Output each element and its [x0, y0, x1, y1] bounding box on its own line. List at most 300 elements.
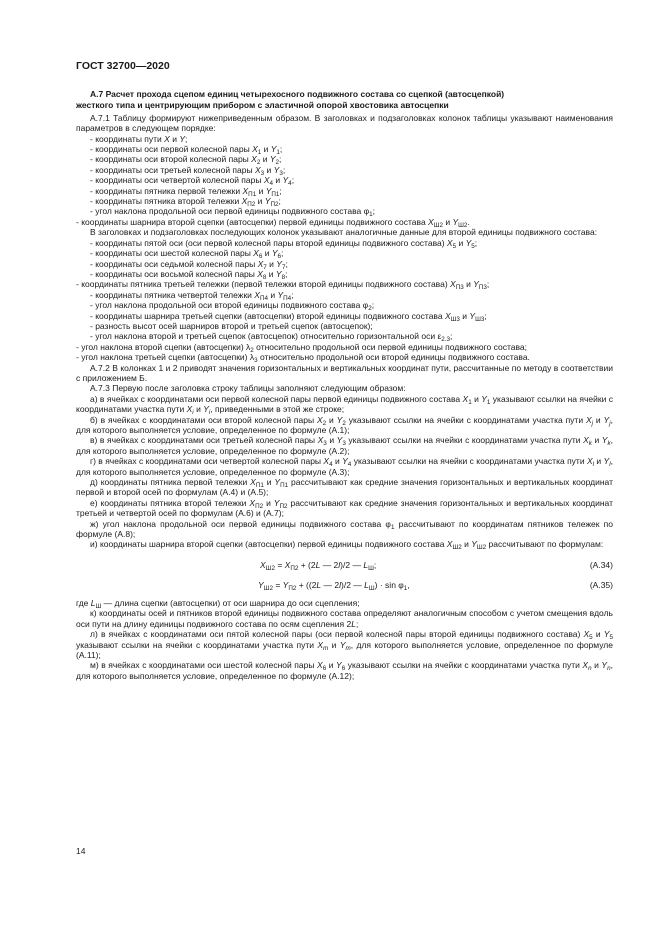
text-run: А.7.2 В колонках 1 и 2 приводят значения горизонтальных и вертикальных координат пути, рассчитанные по методу в соответствии с приложением Б.: [76, 362, 613, 383]
italic-symbol: X: [450, 279, 456, 290]
italic-symbol: l: [339, 579, 341, 590]
text-run: - координаты оси первой колесной пары: [90, 144, 253, 155]
subscript: 7: [281, 263, 286, 271]
italic-symbol: Y: [276, 258, 282, 269]
subscript: П2: [270, 201, 279, 209]
text-run: - координаты оси четвертой колесной пары: [90, 175, 264, 186]
paragraph-d: [76, 477, 613, 498]
text-run: ;: [279, 144, 283, 155]
text-run: ;: [281, 248, 284, 259]
text-run: , для которого выполняется условие, определенное по формуле (А.3);: [76, 456, 613, 477]
italic-symbol: Y: [603, 414, 610, 425]
text-run: ;: [291, 175, 295, 186]
subscript: П1: [255, 482, 264, 490]
formula-number: (А.34): [589, 559, 613, 570]
subscript: Ш: [95, 602, 102, 610]
subscript: 4: [347, 461, 352, 469]
text-run: указывают ссылки на ячейки с координатами участка пути: [76, 639, 318, 650]
text-run: рассчитывают по формулам:: [486, 539, 604, 550]
text-run: и: [193, 404, 204, 415]
subscript: 2.3: [441, 336, 451, 344]
formula-block: [76, 555, 613, 595]
subscript: j: [609, 419, 611, 427]
text-run: ;: [285, 258, 288, 269]
text-run: и: [169, 133, 180, 144]
list-item: [76, 206, 613, 219]
italic-symbol: Y: [601, 435, 608, 446]
subscript: j: [591, 419, 594, 427]
text-run: и: [326, 435, 337, 446]
italic-symbol: Y: [275, 268, 282, 279]
text-run: и: [273, 175, 283, 186]
italic-symbol: Y: [271, 248, 278, 259]
subscript: l: [592, 461, 595, 469]
italic-symbol: X: [260, 559, 266, 570]
text-run: .: [467, 216, 470, 227]
paragraph-l: [76, 629, 613, 660]
list-item: [76, 269, 613, 279]
subscript: k: [607, 440, 611, 448]
italic-symbol: L: [90, 597, 96, 608]
text-run: ;: [373, 559, 377, 570]
subscript: П4: [259, 294, 268, 302]
text-run: - координаты оси седьмой колесной пары: [90, 258, 258, 269]
paragraph-v: [76, 435, 613, 456]
subscript: П3: [478, 284, 487, 292]
list-item: [76, 217, 613, 227]
text-run: л) в ячейках с координатами оси пятой колесной пары (оси первой колесной пары второй единицы подвижного состава): [90, 629, 584, 640]
text-run: - координаты пятника первой тележки: [90, 185, 243, 196]
text-run: ж) угол наклона продольной оси первой единицы подвижного состава φ: [90, 518, 391, 529]
italic-symbol: Y: [336, 435, 343, 446]
italic-symbol: Y: [601, 660, 608, 671]
body-text-continued: [76, 598, 613, 681]
subscript: П4: [283, 294, 292, 302]
text-run: в) в ячейках с координатами оси третьей колесной пары: [90, 435, 318, 446]
italic-symbol: X: [582, 660, 589, 671]
text-run: - угол наклона второй сцепки (автосцепки) λ: [76, 341, 251, 352]
italic-symbol: X: [250, 477, 256, 488]
italic-symbol: X: [251, 154, 257, 165]
subscript: 3: [342, 440, 346, 448]
text-run: г) в ячейках с координатами оси четвертой колесной пары: [90, 456, 324, 467]
subscript: i: [208, 409, 211, 417]
text-run: б) в ячейках с координатами оси второй колесной пары: [90, 414, 317, 425]
text-run: к) координаты осей и пятников второй единицы подвижного состава определяют аналогичным способом с учетом смещения вдоль оси пути на длину единицы подвижного состава по осям сцепления 2: [76, 608, 613, 629]
italic-symbol: Y: [282, 579, 289, 590]
subscript: 6: [258, 253, 263, 261]
text-run: и: [456, 237, 466, 248]
italic-symbol: Y: [452, 216, 459, 227]
italic-symbol: X: [254, 164, 261, 175]
subscript: 4: [329, 461, 333, 469]
subscript: П1: [271, 190, 280, 198]
text-run: - координаты пятой оси (оси первой колесной пары второй единицы подвижного состава): [90, 237, 447, 248]
paragraph-m12: [76, 352, 613, 365]
formula-f34: [76, 555, 613, 575]
text-run: ) · sin φ: [374, 579, 404, 590]
text-run: и: [255, 196, 265, 207]
text-run: рассчитывают как средние значения горизонтальных и вертикальных координат первой и второй осей по формулам (А.4) и (А.5);: [76, 477, 613, 498]
italic-symbol: Y: [336, 660, 342, 671]
text-run: и: [264, 164, 274, 175]
paragraph-p2: [76, 227, 613, 237]
text-run: указывают ссылки на ячейки с координатами участка пути: [345, 435, 584, 446]
text-run: ;: [282, 164, 286, 175]
text-run: м) в ячейках с координатами оси шестой колесной пары: [90, 660, 318, 671]
subscript: 3: [323, 440, 327, 448]
text-run: - координаты шарнира второй сцепки (автосцепки) первой единицы подвижного состава: [76, 216, 429, 227]
list-item: [76, 154, 613, 167]
text-run: рассчитывают по координатам пятников тележек по формуле (А.8);: [76, 518, 613, 540]
subscript: Ш2: [452, 544, 462, 552]
text-run: где: [76, 597, 91, 608]
list-item: [76, 321, 613, 331]
italic-symbol: L: [351, 618, 356, 629]
text-run: и: [261, 144, 271, 155]
section-heading: А.7 Расчет прохода сцепом единиц четырехосного подвижного состава со сцепкой (автосцепкой): [90, 89, 505, 99]
subscript: 5: [589, 634, 593, 642]
text-run: относительно продольной оси второй единицы подвижного состава.: [257, 352, 530, 363]
text-run: е) координаты пятника второй тележки: [90, 497, 250, 508]
subscript: i: [192, 409, 194, 417]
text-run: и: [328, 639, 340, 650]
formula-number: (А.35): [589, 579, 613, 590]
list-item: [76, 238, 613, 248]
subscript: 3: [254, 357, 258, 365]
italic-symbol: Y: [473, 279, 479, 290]
subscript: 2: [275, 159, 280, 167]
italic-symbol: Y: [603, 456, 610, 467]
list-item: [76, 196, 613, 209]
subscript: П1: [280, 482, 289, 490]
italic-symbol: X: [316, 414, 323, 425]
italic-symbol: Y: [203, 404, 209, 415]
italic-symbol: Y: [336, 414, 343, 425]
paragraph-p4: [76, 383, 613, 393]
italic-symbol: Y: [273, 164, 280, 175]
italic-symbol: X: [583, 629, 590, 640]
subscript: m: [345, 644, 351, 652]
subscript: 8: [262, 273, 267, 281]
italic-symbol: X: [252, 144, 258, 155]
document-code: ГОСТ 32700—2020: [76, 60, 170, 72]
italic-symbol: X: [446, 237, 453, 248]
subscript: 7: [263, 263, 267, 271]
italic-symbol: Y: [277, 289, 284, 300]
paragraph-a: [76, 394, 613, 415]
subscript: 1: [369, 211, 373, 219]
list-item: [76, 248, 613, 261]
italic-symbol: X: [257, 268, 263, 279]
text-run: - координаты шарнира третьей сцепки (автосцепки) второй единицы подвижного состава: [90, 310, 445, 321]
subscript: Ш3: [475, 315, 485, 323]
text-run: ;: [372, 206, 375, 217]
text-run: )/2 —: [340, 559, 364, 570]
text-run: и: [471, 393, 482, 404]
italic-symbol: Y: [339, 639, 346, 650]
italic-symbol: X: [317, 435, 324, 446]
text-run: + (2: [298, 559, 316, 570]
list-item: [76, 134, 613, 144]
subscript: 1: [403, 584, 408, 592]
italic-symbol: X: [462, 393, 469, 404]
text-run: =: [274, 559, 285, 570]
text-run: )/2 —: [341, 579, 365, 590]
subscript: Ш: [368, 584, 375, 592]
text-run: и: [263, 497, 274, 508]
text-run: и: [266, 258, 277, 269]
text-run: указывают ссылки на ячейки с координатами участка пути: [345, 414, 586, 425]
subscript: 1: [468, 398, 472, 406]
body-text: [76, 113, 613, 550]
text-run: , для которого выполняется условие, определенное по формуле (А.1);: [76, 414, 613, 435]
subscript: 2: [256, 159, 261, 167]
text-run: - угол наклона продольной оси второй единицы подвижного состава φ: [90, 300, 369, 311]
paragraph-m: [76, 660, 613, 681]
text-run: — 2: [320, 559, 339, 570]
subscript: 5: [609, 634, 613, 642]
text-run: ;: [291, 289, 294, 300]
subscript: П2: [288, 584, 297, 592]
subscript: П2: [290, 564, 299, 572]
subscript: 6: [322, 665, 327, 673]
text-run: ;: [450, 331, 453, 342]
italic-symbol: Y: [179, 133, 185, 144]
formula-expression: [258, 580, 410, 590]
subscript: 8: [281, 273, 286, 281]
text-run: и: [461, 539, 472, 550]
text-run: ,: [407, 579, 410, 590]
text-run: ;: [355, 618, 359, 629]
formula-f35: [76, 575, 613, 595]
paragraph-b: [76, 415, 613, 436]
italic-symbol: X: [186, 404, 193, 415]
subscript: П2: [255, 502, 264, 510]
list-item: [76, 186, 613, 196]
list-item: [76, 144, 613, 157]
text-run: и: [262, 248, 272, 259]
italic-symbol: X: [284, 559, 291, 570]
italic-symbol: X: [446, 539, 453, 550]
text-run: д) координаты пятника первой тележки: [90, 477, 251, 488]
subscript: 6: [277, 253, 282, 261]
subscript: П1: [248, 190, 257, 198]
subscript: 1: [390, 523, 395, 531]
text-run: и: [266, 268, 276, 279]
subscript: 2: [368, 305, 372, 313]
italic-symbol: X: [586, 456, 593, 467]
italic-symbol: X: [583, 435, 589, 446]
italic-symbol: X: [444, 310, 451, 321]
italic-symbol: X: [242, 185, 249, 196]
subscript: 1: [486, 398, 491, 406]
text-run: - координаты пятника четвертой тележки: [90, 289, 255, 300]
paragraph-i: [76, 539, 613, 552]
text-run: - координаты оси восьмой колесной пары: [90, 268, 258, 279]
subscript: П2: [279, 502, 288, 510]
list-item: [76, 165, 613, 175]
paragraph-p1: [76, 113, 613, 134]
text-run: ;: [371, 300, 375, 311]
italic-symbol: Y: [471, 539, 477, 550]
text-run: ;: [285, 268, 288, 279]
text-run: указывают ссылки на ячейки с координатами участка пути: [345, 660, 583, 671]
text-run: - координаты пятника третьей тележки (первой тележки второй единицы подвижного состава): [76, 279, 451, 290]
italic-symbol: X: [428, 216, 434, 227]
text-run: ;: [474, 237, 478, 248]
text-run: и: [443, 216, 453, 227]
subscript: Ш3: [450, 315, 460, 323]
italic-symbol: X: [249, 497, 256, 508]
text-run: и: [459, 310, 470, 321]
italic-symbol: X: [164, 133, 170, 144]
section-heading-continued: жесткого типа и центрирующим прибором с эластичной опорой хвостовика автосцепки: [76, 100, 449, 111]
text-run: ;: [279, 185, 282, 196]
paragraph-g: [76, 456, 613, 477]
text-run: - разность высот осей шарниров второй и третьей сцепок (автосцепок);: [90, 320, 373, 331]
text-run: и) координаты шарнира второй сцепки (автосцепки) первой единицы подвижного состава: [90, 539, 447, 550]
text-run: - угол наклона продольной оси первой единицы подвижного состава φ: [90, 206, 370, 217]
subscript: n: [607, 665, 611, 673]
list-item: [76, 259, 613, 269]
text-run: =: [272, 579, 283, 590]
text-run: и: [463, 279, 474, 290]
text-run: и: [260, 154, 270, 165]
italic-symbol: X: [263, 175, 270, 186]
italic-symbol: X: [254, 289, 260, 300]
italic-symbol: X: [257, 258, 264, 269]
text-run: и: [267, 289, 278, 300]
list-item: [76, 300, 613, 313]
paragraph-k: [76, 608, 613, 629]
subscript: 5: [452, 242, 457, 250]
paragraph-where: [76, 598, 613, 608]
list-item: [76, 175, 613, 188]
subscript: 3: [279, 169, 283, 177]
text-run: - координаты пятника второй тележки: [90, 196, 242, 207]
text-run: ;: [278, 196, 281, 207]
italic-symbol: Y: [603, 629, 610, 640]
italic-symbol: L: [316, 579, 322, 590]
italic-symbol: Y: [258, 579, 264, 590]
text-run: и: [594, 456, 604, 467]
text-run: указывают ссылки на ячейки с координатами участка пути: [76, 393, 613, 415]
text-run: и: [592, 629, 604, 640]
text-run: , приведенными в этой же строке;: [210, 404, 345, 415]
subscript: 4: [269, 180, 274, 188]
list-item: [76, 279, 613, 292]
text-run: ;: [184, 133, 188, 144]
text-run: - координаты оси второй колесной пары: [90, 154, 252, 165]
text-run: и: [332, 456, 343, 467]
italic-symbol: X: [317, 660, 323, 671]
text-run: А.7.3 Первую после заголовка строку таблицы заполняют следующим образом:: [90, 383, 406, 394]
italic-symbol: l: [338, 559, 341, 570]
subscript: n: [588, 665, 592, 673]
text-run: - угол наклона третьей сцепки (автосцепки) λ: [76, 352, 255, 363]
subscript: Ш: [368, 564, 374, 572]
text-run: - координаты оси третьей колесной пары: [90, 164, 255, 175]
subscript: Ш2: [433, 221, 443, 229]
list-item: [76, 311, 613, 321]
subscript: 6: [341, 665, 346, 673]
italic-symbol: Y: [273, 497, 280, 508]
subscript: Ш2: [263, 584, 273, 592]
text-run: ;: [484, 310, 487, 321]
subscript: 3: [260, 169, 265, 177]
text-run: и: [326, 660, 337, 671]
italic-symbol: X: [323, 456, 330, 467]
italic-symbol: X: [241, 196, 248, 207]
page-number: 14: [76, 846, 86, 856]
text-run: — длина сцепки (автосцепки) от оси шарнира до оси сцепления;: [101, 597, 360, 608]
italic-symbol: Y: [282, 175, 289, 186]
text-run: и: [263, 477, 275, 488]
subscript: Ш2: [476, 544, 487, 552]
italic-symbol: Y: [264, 196, 271, 207]
text-run: и: [593, 414, 604, 425]
subscript: 2: [250, 346, 254, 354]
italic-symbol: Y: [270, 144, 277, 155]
paragraph-zh: [76, 519, 613, 540]
text-run: рассчитывают как средние значения горизонтальных и вертикальных координат третьей и четвертой осей по формулам (А.6) и (А.7);: [76, 497, 613, 519]
italic-symbol: X: [585, 414, 592, 425]
paragraph-m11: [76, 342, 613, 352]
list-item: [76, 290, 613, 300]
text-run: - угол наклона второй и третьей сцепок (автосцепок) относительно горизонтальной оси ε: [90, 331, 442, 342]
subscript: k: [588, 440, 592, 448]
italic-symbol: Y: [465, 237, 472, 248]
italic-symbol: L: [315, 559, 321, 570]
text-run: относительно продольной оси первой единицы подвижного состава;: [253, 341, 527, 352]
subscript: 1: [257, 149, 262, 157]
italic-symbol: X: [317, 639, 324, 650]
text-run: , для которого выполняется условие, определенное по формуле (А.12);: [76, 660, 613, 681]
italic-symbol: X: [253, 248, 259, 259]
text-run: - координаты оси шестой колесной пары: [90, 248, 254, 259]
subscript: Ш2: [458, 221, 468, 229]
text-run: и: [326, 414, 337, 425]
italic-symbol: L: [363, 559, 369, 570]
text-run: и: [591, 660, 602, 671]
text-run: ;: [486, 279, 490, 290]
italic-symbol: Y: [481, 393, 487, 404]
text-run: , для которого выполняется условие, определенное по формуле (А.11);: [76, 639, 613, 660]
italic-symbol: Y: [265, 185, 272, 196]
italic-symbol: Y: [274, 477, 281, 488]
italic-symbol: Y: [269, 154, 276, 165]
italic-symbol: Y: [469, 310, 476, 321]
text-run: — 2: [321, 579, 340, 590]
subscript: 4: [288, 180, 292, 188]
subscript: m: [323, 644, 329, 652]
subscript: 5: [471, 242, 475, 250]
subscript: П2: [247, 201, 256, 209]
text-run: , для которого выполняется условие, определенное по формуле (А.2);: [76, 435, 613, 456]
subscript: 2: [342, 419, 346, 427]
subscript: П3: [455, 284, 464, 292]
paragraph-p3: [76, 363, 613, 384]
paragraph-e: [76, 498, 613, 519]
text-run: и: [256, 185, 266, 196]
text-run: и: [591, 435, 602, 446]
text-run: указывают ссылки на ячейки с координатами участка пути: [351, 456, 587, 467]
text-run: - координаты пути: [90, 133, 165, 144]
subscript: Ш2: [265, 564, 275, 572]
text-run: А.7.1 Таблицу формируют нижеприведенным образом. В заголовках и подзаголовках колонок таблицы указывают наименования параметров в следующем порядке:: [76, 112, 613, 134]
text-run: ;: [279, 154, 282, 165]
